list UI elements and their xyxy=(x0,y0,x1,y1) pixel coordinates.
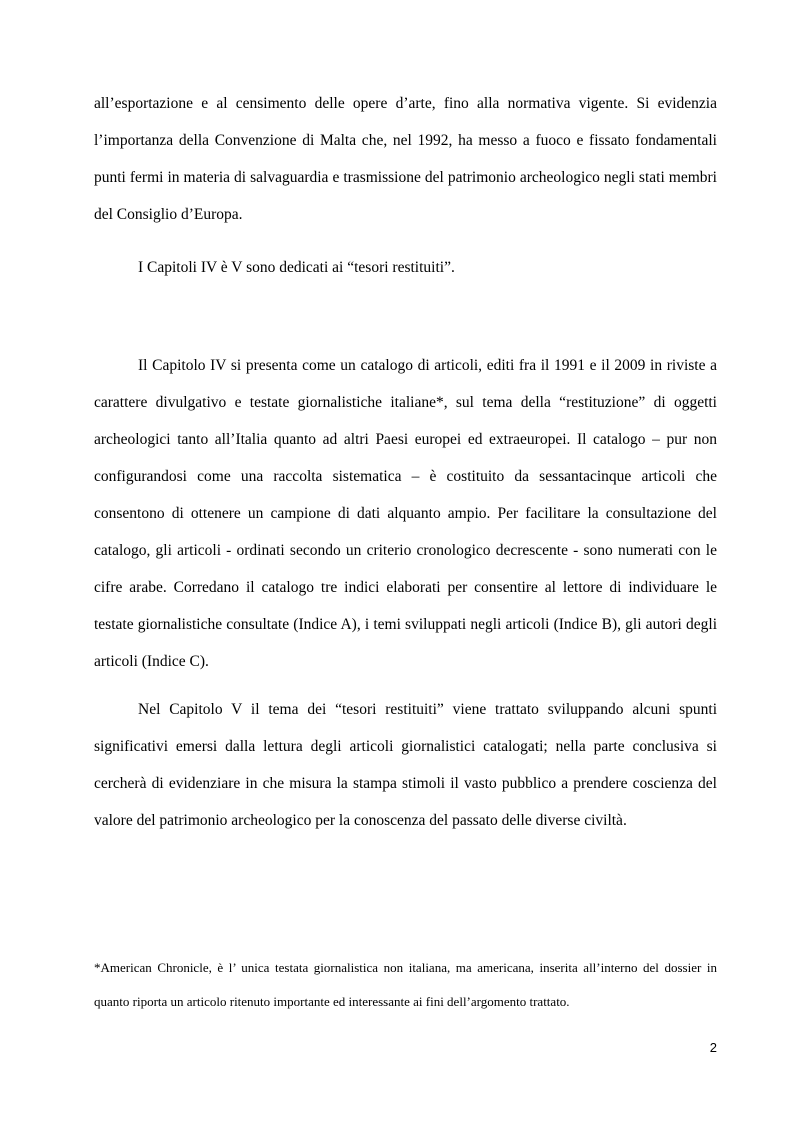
page-number: 2 xyxy=(709,1040,717,1055)
paragraph-chapters-intro: I Capitoli IV è V sono dedicati ai “tesori restituiti”. xyxy=(138,259,455,276)
paragraph-chapter-v: Nel Capitolo V il tema dei “tesori restituiti” viene trattato sviluppando alcuni spunti significativi emersi dalla lettura degli articoli giornalistici catalogati; nella parte conclusiva si cercherà di evidenziare in che misura la stampa stimoli il vasto pubblico a prendere coscienza del valore del patrimonio archeologico per la conoscenza del passato delle diverse civiltà. xyxy=(94,701,717,829)
paragraph-chapter-iv: Il Capitolo IV si presenta come un catalogo di articoli, editi fra il 1991 e il 2009 in riviste a carattere divulgativo e testate giornalistiche italiane*, sul tema della “restituzione” di oggetti archeologici tanto all’Italia quanto ad altri Paesi europei ed extraeuropei. Il catalogo – pur non configurandosi come una raccolta sistematica – è costituito da sessantacinque articoli che consentono di ottenere un campione di dati alquanto ampio. Per facilitare la consultazione del catalogo, gli articoli - ordinati secondo un criterio cronologico decrescente - sono numerati con le cifre arabe. Corredano il catalogo tre indici elaborati per consentire al lettore di individuare le testate giornalistiche consultate (Indice A), i temi sviluppati negli articoli (Indice B), gli autori degli articoli (Indice C). xyxy=(94,357,717,670)
paragraph-malta-convention: all’esportazione e al censimento delle opere d’arte, fino alla normativa vigente. Si evidenzia l’importanza della Convenzione di Malta che, nel 1992, ha messo a fuoco e fissato fondamentali punti fermi in materia di salvaguardia e trasmissione del patrimonio archeologico negli stati membri del Consiglio d’Europa. xyxy=(94,95,717,223)
footnote: *American Chronicle, è l’ unica testata giornalistica non italiana, ma americana, inserita all’interno del dossier in quanto riporta un articolo ritenuto importante ed interessante ai fini dell’argomento trattato. xyxy=(94,960,717,1009)
